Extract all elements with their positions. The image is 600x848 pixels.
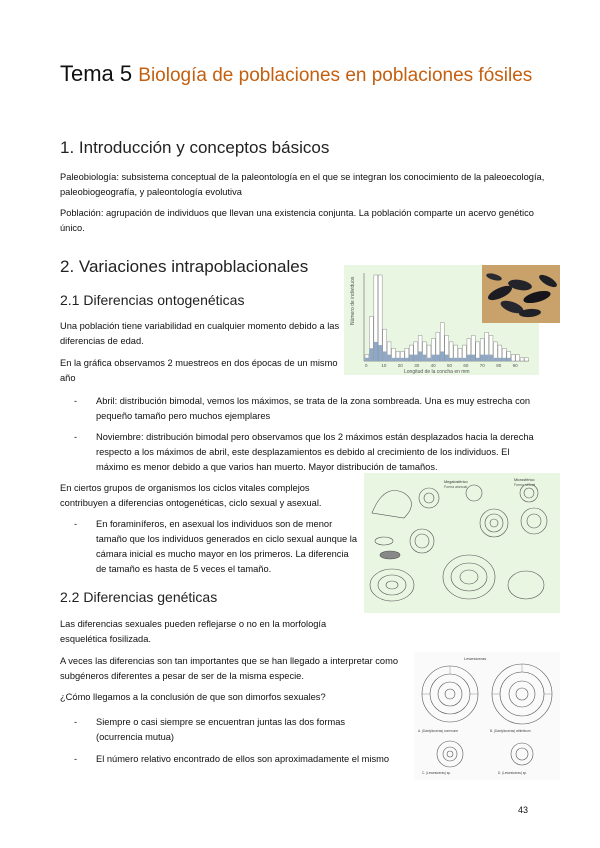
paragraph-paleobiologia: Paleobiología: subsistema conceptual de la paleontología en el que se integran los conocimiento de la paleoecología, paleobiogeografía, y paleontología evolutiva <box>60 172 545 197</box>
histogram-shaded-bar <box>471 355 475 361</box>
ammonites-figure <box>414 652 560 780</box>
page-title <box>60 58 560 91</box>
histogram-shaded-bar <box>423 355 427 361</box>
ammonite-caption-c: C. (Lewesiceras) sp. <box>422 771 452 775</box>
paragraph-sexuales: Las diferencias sexuales pueden reflejarse o no en la morfología esquelética fosilizada. <box>60 619 327 644</box>
histogram-shaded-bar <box>463 358 467 361</box>
paragraph-grafica: En la gráfica observamos 2 muestreos en dos épocas de un mismo año <box>60 358 338 383</box>
bullet-dash: - <box>74 396 78 406</box>
paragraph-variabilidad: Una población tiene variabilidad en cualquier momento debido a las diferencias de edad. <box>60 321 340 346</box>
histogram-shaded-bar <box>458 358 462 361</box>
histogram-shaded-bar <box>467 355 471 361</box>
histogram-tick-label: 0 <box>365 363 368 368</box>
histogram-tick-label: 70 <box>479 363 485 368</box>
histogram-shaded-bar <box>405 358 409 361</box>
histogram-shaded-bar <box>507 358 511 361</box>
subsection-heading-2-2: 2.2 Diferencias genéticas <box>60 589 218 605</box>
mussels-image <box>482 265 560 323</box>
mussels-photo <box>482 265 560 323</box>
histogram-shaded-bar <box>378 345 382 361</box>
bullet-dash: - <box>74 754 78 764</box>
ammonite-caption-b: B. (Dactylioceras) athleticum <box>490 729 531 733</box>
histogram-shaded-bar <box>489 355 493 361</box>
histogram-shaded-bar <box>383 351 387 361</box>
histogram-tick-label: 40 <box>430 363 436 368</box>
paragraph-subgeneros: A veces las diferencias son tan importantes que se han llegado a interpretar como subgéneros diferentes a pesar de ser de la misma especie. <box>60 656 398 681</box>
section-heading-2: 2. Variaciones intrapoblacionales <box>60 257 309 276</box>
subsection-heading-2-1: 2.1 Diferencias ontogenéticas <box>60 292 245 308</box>
label-asexual: Forma asexual <box>444 485 468 489</box>
bullet-abril-text: Abril: distribución bimodal, vemos los máximos, se trata de la zona sombreada. Una es muy estrecha con pequeño tamaño pero muchos ejemplares <box>96 396 531 421</box>
bullet-noviembre-text: Noviembre: distribución bimodal pero observamos que los 2 máximos están desplazados hacia la derecha respecto a los máximos de abril, este desplazamientos es debido al crecimiento de los individuos. El máximo es menor debido a que varios han muerto. Mayor distribución de tamaños. <box>96 432 534 472</box>
label-microsferico: Microsférico <box>514 478 535 482</box>
bullet-foraminiferos <box>74 517 358 577</box>
histogram-shaded-bar <box>418 351 422 361</box>
histogram-ylabel: Número de individuos <box>350 276 356 325</box>
ammonite-caption-d: D. (Lewesiceras) sp. <box>498 771 528 775</box>
label-sexual: Forma sexual <box>514 483 536 487</box>
histogram-shaded-bar <box>414 355 418 361</box>
histogram-tick-label: 30 <box>414 363 420 368</box>
histogram-shaded-bar <box>485 355 489 361</box>
histogram-shaded-bar <box>431 355 435 361</box>
histogram-shaded-bar <box>409 355 413 361</box>
page-number: 43 <box>517 805 528 815</box>
histogram-shaded-bar <box>476 358 480 361</box>
paragraph-pregunta: ¿Cómo llegamos a la conclusión de que son dimorfos sexuales? <box>60 692 326 702</box>
histogram-shaded-bar <box>454 358 458 361</box>
bullet-ocurrencia-text: Siempre o casi siempre se encuentran juntas las dos formas (ocurrencia mutua) <box>96 717 346 742</box>
bullet-dash: - <box>74 519 78 529</box>
histogram-shaded-bar <box>392 358 396 361</box>
foraminifera-drawings <box>364 473 560 613</box>
paragraph-ciclos: En ciertos grupos de organismos los ciclos vitales complejos contribuyen a diferencias ontogenéticas, ciclo sexual y asexual. <box>60 483 322 508</box>
paragraph-poblacion: Población: agrupación de individuos que llevan una existencia conjunta. La población comparte un acervo genético único. <box>60 208 534 233</box>
ammonites-title: Lewesiceras <box>464 656 487 661</box>
histogram-shaded-bar <box>374 342 378 361</box>
histogram-shaded-bar <box>480 355 484 361</box>
histogram-shaded-bar <box>369 348 373 361</box>
ammonites-drawings <box>414 652 560 780</box>
chapter-title: Biología de poblaciones en poblaciones fósiles <box>138 65 533 86</box>
chapter-number: Tema 5 <box>60 61 133 86</box>
histogram-tick-label: 90 <box>512 363 518 368</box>
bullet-numero <box>74 752 396 767</box>
bullet-dash: - <box>74 717 78 727</box>
histogram-shaded-bar <box>502 358 506 361</box>
histogram-shaded-bar <box>387 355 391 361</box>
histogram-bar <box>516 355 520 361</box>
section-heading-1: 1. Introducción y conceptos básicos <box>60 138 330 157</box>
histogram-tick-label: 60 <box>463 363 469 368</box>
ammonite-caption-a: A. (Dactylioceras) commune <box>418 729 459 733</box>
bullet-ocurrencia <box>74 715 386 745</box>
histogram-shaded-bar <box>445 355 449 361</box>
histogram-tick-label: 80 <box>496 363 502 368</box>
histogram-shaded-bar <box>440 351 444 361</box>
histogram-shaded-bar <box>498 358 502 361</box>
histogram-shaded-bar <box>400 358 404 361</box>
histogram-bar <box>511 355 515 361</box>
histogram-tick-label: 20 <box>397 363 403 368</box>
bullet-abril <box>74 394 536 424</box>
histogram-xlabel: Longitud de la concha en mm <box>404 369 470 375</box>
histogram-shaded-bar <box>427 358 431 361</box>
foraminifera-figure <box>364 473 560 613</box>
histogram-tick-label: 50 <box>447 363 453 368</box>
histogram-bar <box>525 358 529 361</box>
bullet-numero-text: El número relativo encontrado de ellos son aproximadamente el mismo <box>96 754 390 764</box>
histogram-shaded-bar <box>449 358 453 361</box>
bullet-foraminiferos-text: En foraminíferos, en asexual los individuos son de menor tamaño que los individuos generados en ciclo sexual aunque la cámara inicial es mucho mayor en los primeros. La diferencia de tamaño es hasta de 5 veces el tamaño. <box>96 519 358 574</box>
histogram-shaded-bar <box>494 358 498 361</box>
label-megalosferico: Megalosférico <box>444 480 468 484</box>
histogram-shaded-bar <box>436 355 440 361</box>
histogram-tick-label: 10 <box>381 363 387 368</box>
histogram-bar <box>520 358 524 361</box>
bullet-dash: - <box>74 432 78 442</box>
bullet-noviembre <box>74 430 536 475</box>
histogram-shaded-bar <box>365 358 369 361</box>
histogram-shaded-bar <box>396 358 400 361</box>
